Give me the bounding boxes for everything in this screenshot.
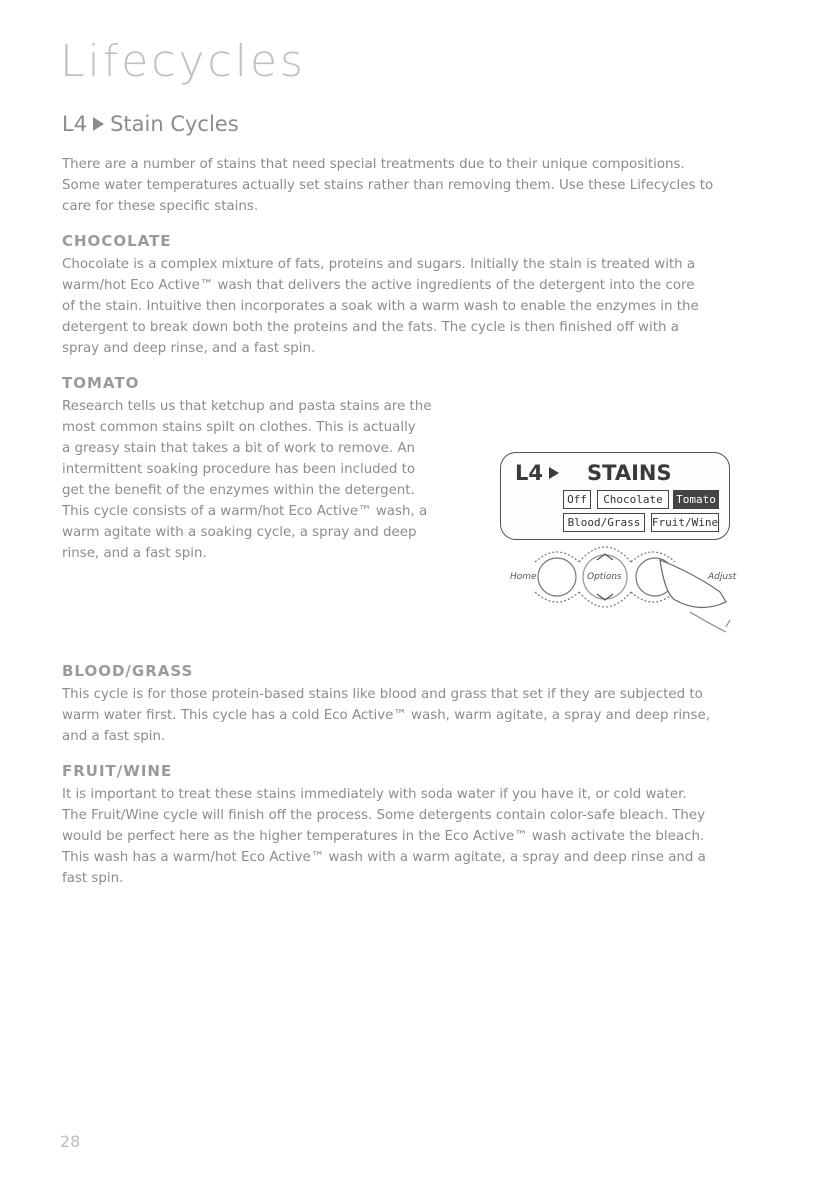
chocolate-line: warm/hot Eco Active™ wash that delivers the active ingredients of the detergent into the core: [62, 278, 695, 293]
lcd-option-chocolate: Chocolate: [597, 490, 669, 509]
tomato-line: get the benefit of the enzymes within the detergent.: [62, 483, 415, 498]
blood-grass-line: and a fast spin.: [62, 729, 166, 744]
blood-grass-line: This cycle is for those protein-based stains like blood and grass that set if they are subjected to: [62, 687, 703, 702]
control-knobs-drawing: [490, 452, 815, 637]
arrow-right-icon: [93, 117, 104, 131]
intro-line: Some water temperatures actually set stains rather than removing them. Use these Lifecycles to: [62, 178, 714, 193]
intro-line: care for these specific stains.: [62, 199, 259, 214]
chocolate-line: detergent to break down both the proteins and the fats. The cycle is then finished off with a: [62, 320, 679, 335]
lcd-code: L4: [515, 461, 543, 485]
options-label: Options: [587, 572, 622, 582]
chocolate-line: spray and deep rinse, and a fast spin.: [62, 341, 316, 356]
control-panel-illustration: [490, 452, 815, 637]
chocolate-line: of the stain. Intuitive then incorporates a soak with a warm wash to enable the enzymes in the: [62, 299, 699, 314]
fruit-wine-line: The Fruit/Wine cycle will finish off the process. Some detergents contain color-safe bleach. They: [62, 808, 706, 823]
tomato-line: Research tells us that ketchup and pasta stains are the: [62, 399, 432, 414]
section-title: [62, 112, 239, 136]
lcd-option-tomato: Tomato: [673, 490, 719, 509]
chocolate-line: Chocolate is a complex mixture of fats, proteins and sugars. Initially the stain is treated with a: [62, 257, 696, 272]
tomato-line: rinse, and a fast spin.: [62, 546, 207, 561]
tomato-line: most common stains spilt on clothes. This is actually: [62, 420, 416, 435]
tomato-line: warm agitate with a soaking cycle, a spray and deep: [62, 525, 417, 540]
fruit-wine-heading: FRUIT/WINE: [62, 762, 173, 780]
lcd-stains-label: STAINS: [587, 461, 672, 485]
lcd-option-off: Off: [563, 490, 591, 509]
tomato-line: This cycle consists of a warm/hot Eco Active™ wash, a: [62, 504, 428, 519]
adjust-label: Adjust: [708, 572, 737, 582]
section-code: L4: [62, 112, 88, 136]
blood-grass-heading: BLOOD/GRASS: [62, 662, 194, 680]
page-number: 28: [60, 1132, 81, 1151]
fruit-wine-line: fast spin.: [62, 871, 124, 886]
intro-line: There are a number of stains that need special treatments due to their unique compositions.: [62, 157, 685, 172]
fruit-wine-line: This wash has a warm/hot Eco Active™ wash with a warm agitate, a spray and deep rinse and a: [62, 850, 706, 865]
tomato-heading: TOMATO: [62, 374, 140, 392]
fruit-wine-line: would be perfect here as the higher temperatures in the Eco Active™ wash activate the bleach.: [62, 829, 705, 844]
home-label: Home: [510, 572, 537, 582]
lcd-option-fruit-wine: Fruit/Wine: [651, 513, 719, 532]
tomato-line: a greasy stain that takes a bit of work to remove. An: [62, 441, 416, 456]
home-knob-icon: [538, 558, 576, 596]
tomato-line: intermittent soaking procedure has been included to: [62, 462, 416, 477]
chocolate-heading: CHOCOLATE: [62, 232, 172, 250]
page-title: Lifecycles: [60, 36, 306, 87]
fruit-wine-line: It is important to treat these stains immediately with soda water if you have it, or cold water.: [62, 787, 687, 802]
lcd-option-blood-grass: Blood/Grass: [563, 513, 645, 532]
blood-grass-line: warm water first. This cycle has a cold Eco Active™ wash, warm agitate, a spray and deep rinse,: [62, 708, 711, 723]
finger-icon: [660, 560, 726, 608]
section-title-text: Stain Cycles: [110, 112, 239, 136]
